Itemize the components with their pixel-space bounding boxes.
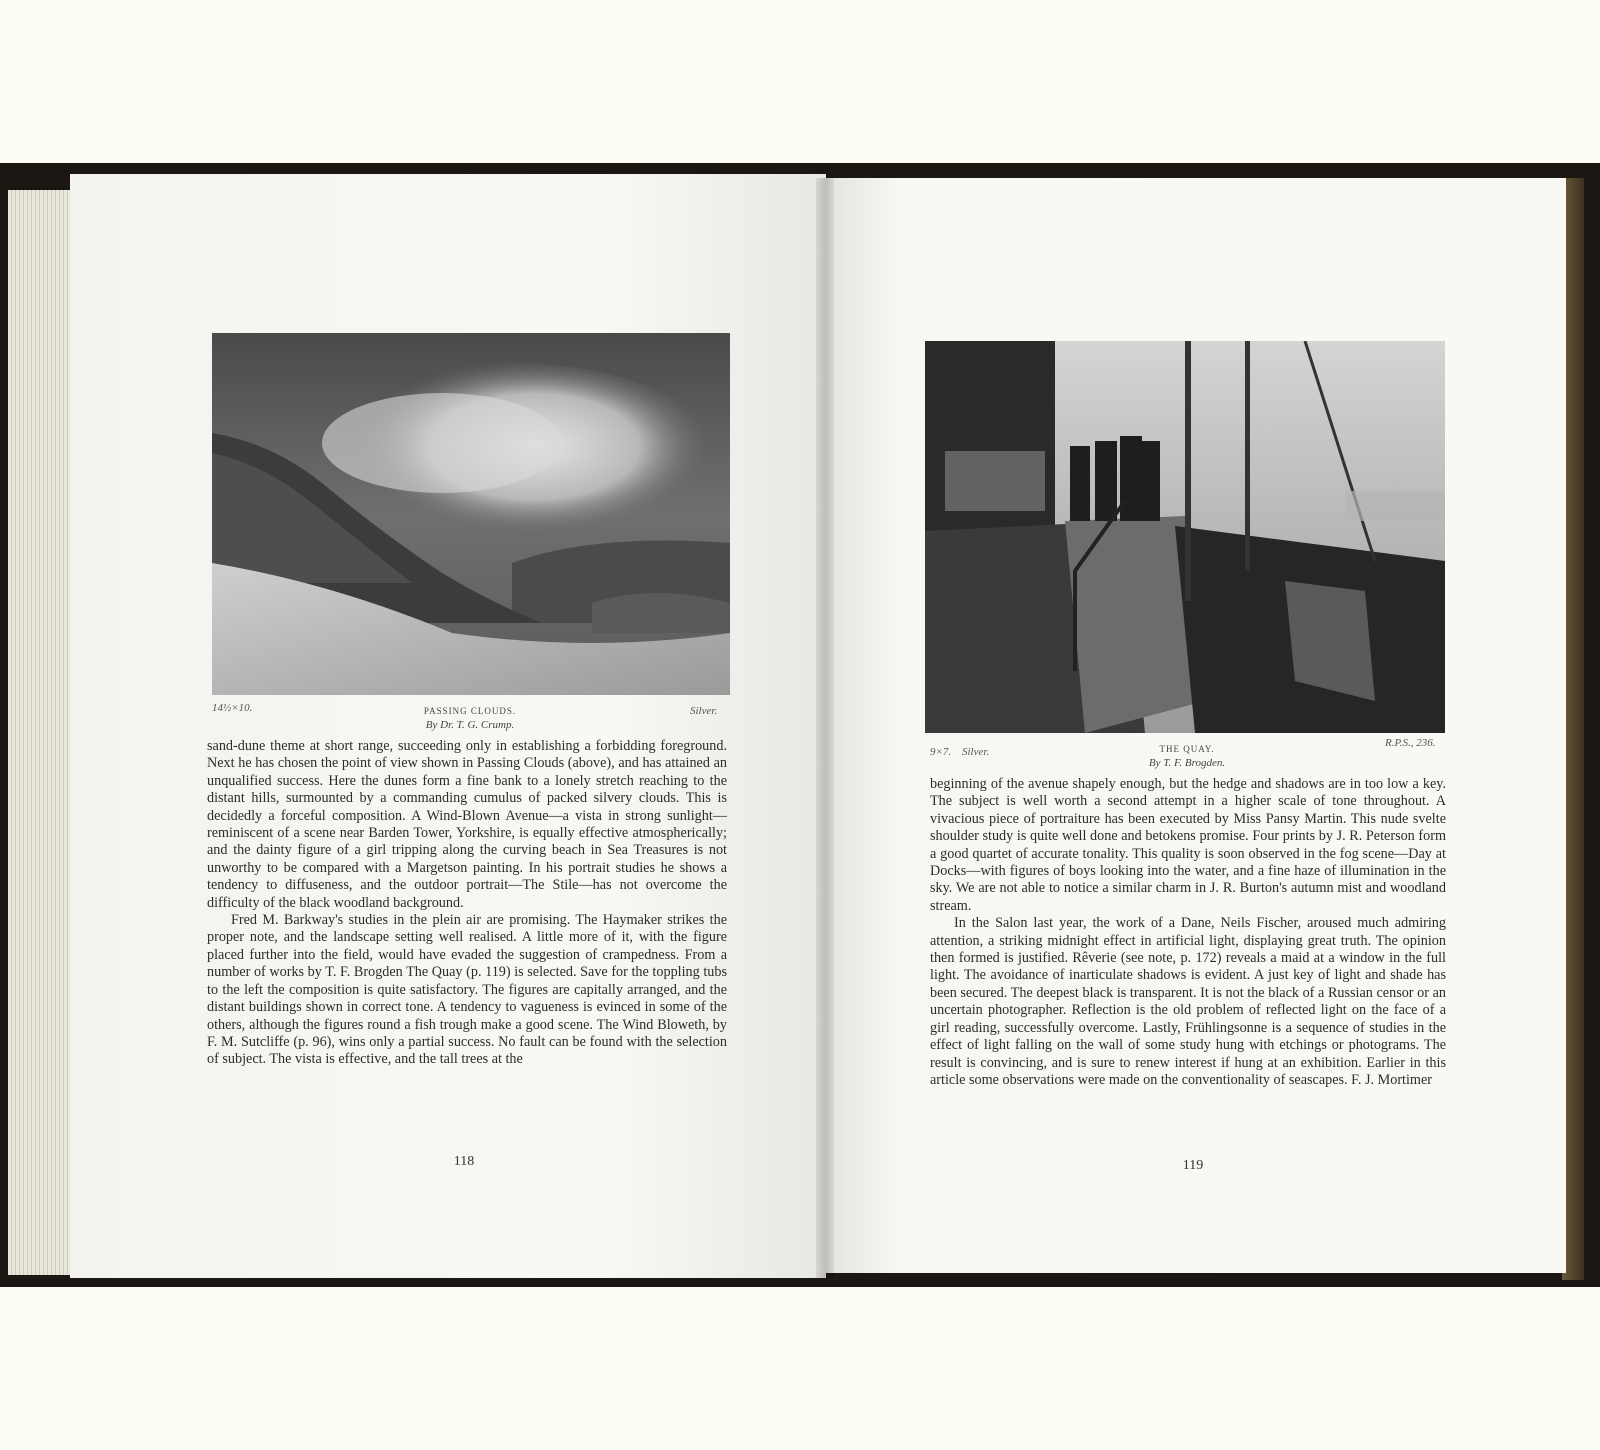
paragraph: sand-dune theme at short range, succeeding only in establishing a forbidding foreground. Next he has chosen the point of view shown in Passing Clouds (above), and has attained an unqualified success. Here the dunes form a fine bank to a lonely stretch reaching to the distant hills, surmounted by a commanding cumulus of packed silvery clouds. This is decidedly a forceful composition. A Wind-Blown Avenue—a vista in strong sunlight—reminiscent of a scene near Barden Tower, Yorkshire, is equally effective atmospherically; and the dainty figure of a girl tripping along the curving beach in Sea Treasures is not unworthy to be compared with a Margetson painting. In his portrait studies he shows a tendency to diffuseness, and the outdoor portrait—The Stile—has not overcome the difficulty of the black woodland background. — [207, 738, 727, 911]
figure-reference-right: R.P.S., 236. — [1385, 737, 1436, 749]
paragraph: Fred M. Barkway's studies in the plein air are promising. The Haymaker strikes the proper note, and the landscape setting well realised. A little more of it, with the figure placed further into the field, would have evaded the suggestion of crampedness. From a number of works by T. F. Brogden The Quay (p. 119) is selected. Save for the toppling tubs to the left the composition is quite satisfactory. The figures are capitally arranged, and the distant buildings shown in correct tone. A tendency to vagueness is evinced in some of the others, although the figures round a fish trough make a good scene. The Wind Bloweth, by F. M. Sutcliffe (p. 96), wins only a partial success. No fault can be found with the selection of subject. The vista is effective, and the tall trees at the — [207, 912, 727, 1068]
book-gutter — [816, 178, 834, 1278]
dunes-photograph-icon — [212, 333, 730, 695]
figure-title-left: PASSING CLOUDS. — [423, 706, 517, 716]
page-number-left: 118 — [453, 1154, 475, 1169]
photo-passing-clouds — [212, 333, 730, 695]
figure-credit-right: By T. F. Brogden. — [1148, 757, 1226, 769]
figure-size-right: 9×7. — [930, 746, 952, 758]
paragraph: In the Salon last year, the work of a Dane, Neils Fischer, aroused much admiring attention, a striking midnight effect in artificial light, displaying great truth. The opinion then formed is justified. Rêverie (see note, p. 172) reveals a maid at a window in the full light. The avoidance of inarticulate shadows is evident. A just key of light and shade has been secured. The deepest black is transparent. It is not the black of a Russian censor or an uncertain photographer. Reflection is the old problem of reflected light on the face of a girl reading, successfully overcome. Lastly, Frühlingsonne is a sequence of studies in the effect of light falling on the wall of some study hung with etchings or photograms. The result is convincing, and is sure to renew interest if hung at an exhibition. Earlier in this article some observations were made on the conventionality of seascapes. F. J. Mortimer — [930, 915, 1446, 1088]
page-edges — [8, 190, 78, 1275]
quay-photograph-icon — [925, 341, 1445, 733]
figure-size-left: 14½×10. — [212, 702, 253, 714]
figure-process-right: Silver. — [962, 746, 990, 758]
figure-title-right: THE QUAY. — [1159, 744, 1215, 754]
right-page-body — [930, 776, 1446, 1089]
paragraph: beginning of the avenue shapely enough, but the hedge and shadows are in too low a key. The subject is well worth a second attempt in a higher scale of tone throughout. A vivacious piece of portraiture has been executed by Miss Pansy Martin. This nude svelte shoulder study is quite well done and betokens promise. Four prints by J. R. Peterson form a good quartet of accurate tonality. This quality is soon observed in the fog scene—Day at Docks—with figures of boys looking into the water, and a fine haze of illumination in the sky. We are not able to notice a similar charm in J. R. Burton's autumn mist and woodland stream. — [930, 776, 1446, 914]
figure-credit-left: By Dr. T. G. Crump. — [425, 719, 515, 731]
photo-the-quay — [925, 341, 1445, 733]
figure-process-left: Silver. — [690, 705, 718, 717]
page-number-right: 119 — [1182, 1158, 1204, 1173]
left-page-body — [207, 738, 727, 1069]
